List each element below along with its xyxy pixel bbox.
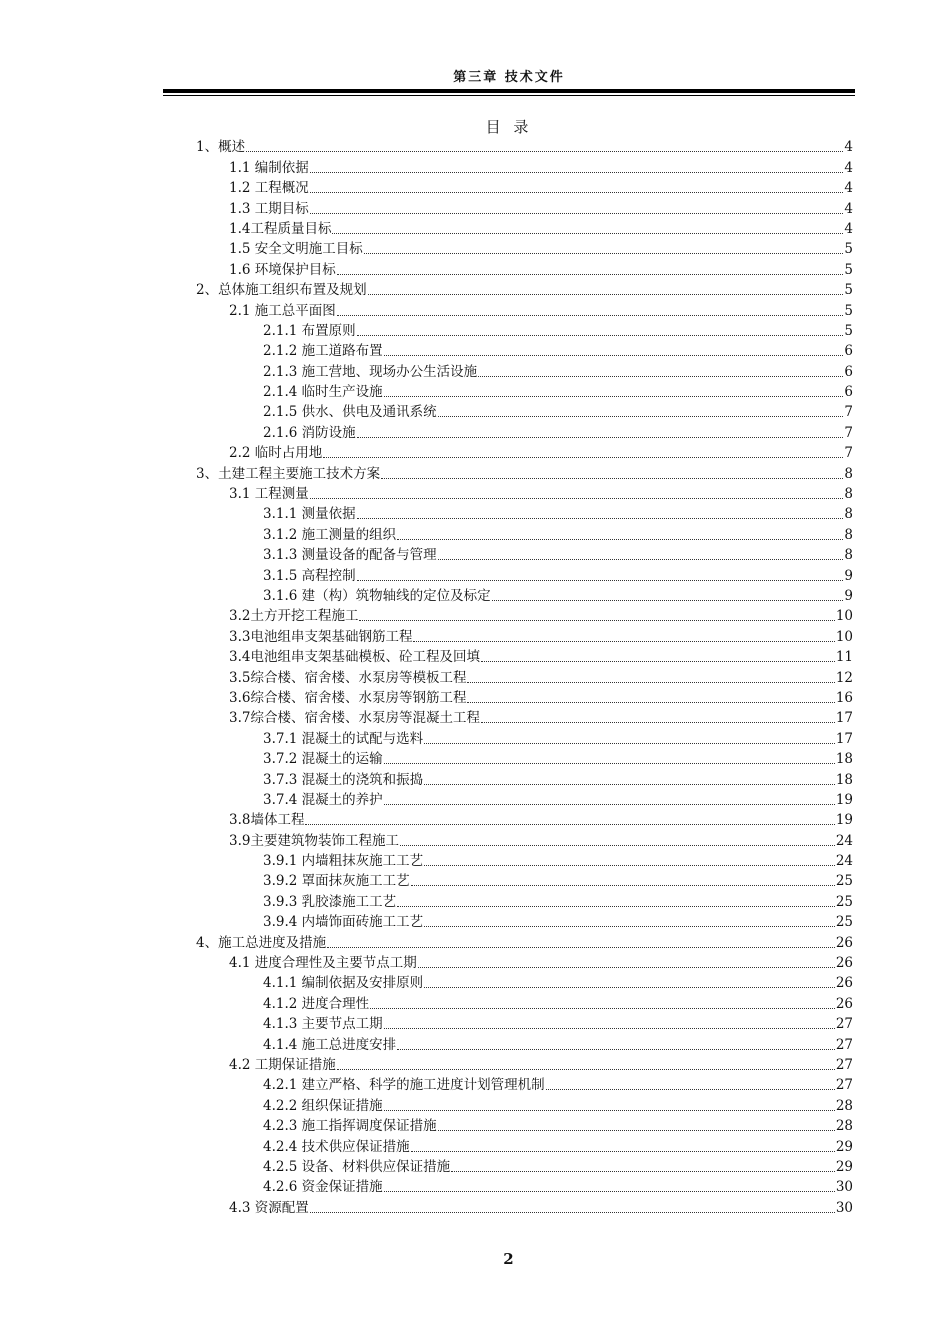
header-rule-thin	[163, 95, 855, 96]
toc-dot-leader	[438, 559, 844, 560]
toc-entry-label: 3.2土方开挖工程施工	[229, 608, 359, 625]
toc-dot-leader	[384, 1110, 835, 1111]
toc-entry-page: 24	[835, 832, 853, 849]
toc-entry[interactable]	[196, 401, 853, 421]
toc-title: 目 录	[485, 118, 533, 136]
toc-entry-label: 1.6 环境保护目标	[229, 261, 336, 278]
toc-entry-label: 3.9.4 内墙饰面砖施工工艺	[263, 914, 424, 931]
header-rule-thick	[163, 89, 855, 93]
toc-entry[interactable]	[196, 972, 853, 992]
toc-dot-leader	[413, 641, 834, 642]
toc-entry[interactable]	[196, 258, 853, 278]
toc-entry-page: 19	[835, 791, 853, 808]
toc-entry-page: 17	[835, 710, 853, 727]
toc-entry-page: 30	[835, 1179, 853, 1196]
toc-entry[interactable]	[196, 279, 853, 299]
toc-dot-leader	[546, 1089, 835, 1090]
toc-entry-page: 18	[835, 771, 853, 788]
toc-dot-leader	[337, 1069, 835, 1070]
toc-entry[interactable]	[196, 992, 853, 1012]
toc-entry[interactable]	[196, 1176, 853, 1196]
toc-entry-page: 29	[835, 1158, 853, 1175]
toc-entry-page: 26	[835, 934, 853, 951]
toc-entry[interactable]	[196, 789, 853, 809]
toc-entry[interactable]	[196, 931, 853, 951]
toc-dot-leader	[384, 355, 844, 356]
toc-entry[interactable]	[196, 136, 853, 156]
toc-entry-label: 3.1.5 高程控制	[263, 567, 356, 584]
toc-dot-leader	[310, 172, 844, 173]
toc-entry-page: 27	[835, 1077, 853, 1094]
toc-entry-label: 4.1.2 进度合理性	[263, 995, 370, 1012]
toc-entry-page: 7	[844, 445, 853, 462]
toc-entry[interactable]	[196, 340, 853, 360]
toc-entry[interactable]	[196, 1074, 853, 1094]
toc-entry[interactable]	[196, 421, 853, 441]
toc-entry-page: 5	[844, 302, 853, 319]
toc-entry-page: 6	[844, 343, 853, 360]
toc-entry[interactable]	[196, 850, 853, 870]
toc-entry[interactable]	[196, 748, 853, 768]
toc-entry-label: 1.2 工程概况	[229, 180, 309, 197]
toc-dot-leader	[451, 1171, 835, 1172]
toc-dot-leader	[492, 600, 844, 601]
toc-entry[interactable]	[196, 503, 853, 523]
toc-entry[interactable]	[196, 1135, 853, 1155]
toc-entry-page: 29	[835, 1138, 853, 1155]
toc-entry-page: 6	[844, 384, 853, 401]
toc-entry[interactable]	[196, 870, 853, 890]
toc-entry[interactable]	[196, 605, 853, 625]
toc-dot-leader	[310, 192, 844, 193]
toc-dot-leader	[397, 539, 843, 540]
toc-entry-label: 1.5 安全文明施工目标	[229, 241, 363, 258]
toc-entry[interactable]	[196, 299, 853, 319]
toc-entry-label: 4.1.4 施工总进度安排	[263, 1036, 397, 1053]
toc-dot-leader	[364, 253, 844, 254]
toc-dot-leader	[246, 151, 843, 152]
toc-entry-page: 4	[844, 220, 853, 237]
toc-entry[interactable]	[196, 707, 853, 727]
toc-entry[interactable]	[196, 197, 853, 217]
toc-entry-page: 4	[844, 159, 853, 176]
toc-entry-page: 5	[844, 241, 853, 258]
toc-entry[interactable]	[196, 218, 853, 238]
toc-entry-page: 8	[844, 465, 853, 482]
toc-entry-page: 5	[844, 261, 853, 278]
toc-entry-page: 8	[844, 506, 853, 523]
toc-entry[interactable]	[196, 666, 853, 686]
toc-entry-page: 28	[835, 1097, 853, 1114]
toc-entry-label: 2.1.2 施工道路布置	[263, 343, 383, 360]
toc-entry-page: 10	[835, 608, 853, 625]
toc-dot-leader	[327, 947, 835, 948]
toc-dot-leader	[481, 722, 835, 723]
toc-entry-label: 3.7.4 混凝土的养护	[263, 791, 383, 808]
toc-entry-label: 4、施工总进度及措施	[196, 934, 327, 951]
toc-dot-leader	[418, 967, 835, 968]
toc-entry-page: 28	[835, 1118, 853, 1135]
toc-dot-leader	[478, 376, 843, 377]
toc-dot-leader	[381, 478, 843, 479]
toc-entry-label: 3.1.6 建（构）筑物轴线的定位及标定	[263, 587, 491, 604]
chapter-title: 第三章 技术文件	[453, 70, 565, 85]
toc-entry-label: 4.1.1 编制依据及安排原则	[263, 975, 424, 992]
toc-dot-leader	[400, 845, 835, 846]
toc-dot-leader	[384, 1028, 835, 1029]
toc-entry[interactable]	[196, 442, 853, 462]
table-of-contents	[196, 136, 853, 1217]
toc-entry-label: 4.2.1 建立严格、科学的施工进度计划管理机制	[263, 1077, 545, 1094]
toc-entry-page: 7	[844, 424, 853, 441]
toc-entry[interactable]	[196, 544, 853, 564]
toc-entry-label: 4.1.3 主要节点工期	[263, 1016, 383, 1033]
toc-entry[interactable]	[196, 523, 853, 543]
toc-dot-leader	[424, 784, 835, 785]
toc-entry-label: 2.1.6 消防设施	[263, 424, 356, 441]
toc-entry-page: 5	[844, 282, 853, 299]
toc-dot-leader	[411, 1151, 835, 1152]
toc-entry[interactable]	[196, 360, 853, 380]
toc-dot-leader	[310, 498, 844, 499]
toc-entry[interactable]	[196, 585, 853, 605]
toc-dot-leader	[438, 1130, 835, 1131]
toc-dot-leader	[424, 987, 835, 988]
toc-entry[interactable]	[196, 727, 853, 747]
toc-entry[interactable]	[196, 1196, 853, 1216]
toc-dot-leader	[424, 926, 835, 927]
toc-dot-leader	[357, 437, 844, 438]
toc-entry-label: 3.1.3 测量设备的配备与管理	[263, 547, 437, 564]
toc-entry-page: 6	[844, 363, 853, 380]
toc-dot-leader	[424, 865, 835, 866]
toc-dot-leader	[370, 1008, 835, 1009]
toc-entry-label: 3.9.2 罩面抹灰施工工艺	[263, 873, 410, 890]
toc-entry-label: 2.1.4 临时生产设施	[263, 384, 383, 401]
toc-entry[interactable]	[196, 1094, 853, 1114]
toc-entry-label: 4.2.3 施工指挥调度保证措施	[263, 1118, 437, 1135]
toc-entry[interactable]	[196, 1013, 853, 1033]
toc-entry[interactable]	[196, 646, 853, 666]
toc-entry[interactable]	[196, 238, 853, 258]
toc-entry-page: 24	[835, 853, 853, 870]
toc-dot-leader	[397, 906, 835, 907]
toc-entry-label: 3.7.3 混凝土的浇筑和振捣	[263, 771, 424, 788]
toc-dot-leader	[424, 743, 835, 744]
toc-dot-leader	[357, 518, 844, 519]
toc-entry[interactable]	[196, 156, 853, 176]
toc-entry-label: 3.6综合楼、宿舍楼、水泵房等钢筋工程	[229, 689, 467, 706]
toc-entry[interactable]	[196, 625, 853, 645]
toc-dot-leader	[323, 457, 843, 458]
toc-dot-leader	[337, 274, 844, 275]
toc-entry-label: 3.1 工程测量	[229, 486, 309, 503]
toc-entry-label: 3.1.2 施工测量的组织	[263, 526, 397, 543]
toc-entry-label: 2.2 临时占用地	[229, 445, 323, 462]
toc-entry-page: 17	[835, 730, 853, 747]
toc-entry[interactable]	[196, 462, 853, 482]
toc-entry-page: 9	[844, 567, 853, 584]
toc-dot-leader	[384, 804, 835, 805]
toc-entry-label: 3.5综合楼、宿舍楼、水泵房等模板工程	[229, 669, 467, 686]
toc-dot-leader	[368, 294, 844, 295]
toc-dot-leader	[310, 1212, 835, 1213]
toc-entry-page: 27	[835, 1036, 853, 1053]
toc-entry-page: 8	[844, 526, 853, 543]
toc-entry-label: 3.4电池组串支架基础模板、砼工程及回填	[229, 649, 480, 666]
toc-entry-label: 3、土建工程主要施工技术方案	[196, 465, 381, 482]
toc-entry-label: 3.7.2 混凝土的运输	[263, 751, 383, 768]
toc-entry[interactable]	[196, 768, 853, 788]
toc-dot-leader	[305, 824, 834, 825]
toc-entry-page: 18	[835, 751, 853, 768]
toc-entry-label: 1、概述	[196, 139, 246, 156]
toc-entry-page: 30	[835, 1199, 853, 1216]
toc-entry[interactable]	[196, 1156, 853, 1176]
toc-entry-page: 26	[835, 975, 853, 992]
toc-entry[interactable]	[196, 687, 853, 707]
toc-entry[interactable]	[196, 1115, 853, 1135]
toc-entry[interactable]	[196, 320, 853, 340]
toc-entry-page: 7	[844, 404, 853, 421]
toc-dot-leader	[357, 335, 844, 336]
toc-entry-page: 11	[835, 649, 853, 666]
toc-dot-leader	[337, 315, 844, 316]
toc-entry[interactable]	[196, 1033, 853, 1053]
toc-dot-leader	[467, 682, 834, 683]
toc-entry-page: 26	[835, 995, 853, 1012]
toc-entry[interactable]	[196, 829, 853, 849]
toc-entry-label: 4.2.6 资金保证措施	[263, 1179, 383, 1196]
toc-entry-page: 25	[835, 893, 853, 910]
toc-dot-leader	[397, 1049, 835, 1050]
toc-entry-page: 16	[835, 689, 853, 706]
toc-entry-label: 2.1.1 布置原则	[263, 322, 356, 339]
toc-dot-leader	[481, 661, 835, 662]
toc-entry-page: 4	[844, 139, 853, 156]
toc-entry[interactable]	[196, 1054, 853, 1074]
toc-entry-label: 4.2.5 设备、材料供应保证措施	[263, 1158, 451, 1175]
toc-dot-leader	[332, 233, 843, 234]
toc-entry[interactable]	[196, 809, 853, 829]
toc-entry-page: 10	[835, 628, 853, 645]
toc-entry-page: 9	[844, 587, 853, 604]
toc-entry-label: 3.3电池组串支架基础钢筋工程	[229, 628, 413, 645]
toc-entry-page: 25	[835, 873, 853, 890]
toc-entry-label: 3.1.1 测量依据	[263, 506, 356, 523]
toc-entry-label: 4.2.4 技术供应保证措施	[263, 1138, 410, 1155]
toc-entry-label: 3.7综合楼、宿舍楼、水泵房等混凝土工程	[229, 710, 480, 727]
toc-entry-label: 2、总体施工组织布置及规划	[196, 282, 367, 299]
toc-entry-label: 4.2.2 组织保证措施	[263, 1097, 383, 1114]
toc-entry-label: 3.9.1 内墙粗抹灰施工工艺	[263, 853, 424, 870]
toc-entry-label: 4.2 工期保证措施	[229, 1056, 336, 1073]
toc-dot-leader	[438, 416, 844, 417]
toc-dot-leader	[310, 213, 844, 214]
toc-entry-label: 2.1 施工总平面图	[229, 302, 336, 319]
toc-dot-leader	[384, 396, 844, 397]
toc-entry-page: 19	[835, 812, 853, 829]
toc-entry-label: 2.1.3 施工营地、现场办公生活设施	[263, 363, 478, 380]
toc-entry[interactable]	[196, 952, 853, 972]
toc-entry-page: 25	[835, 914, 853, 931]
toc-entry-page: 27	[835, 1016, 853, 1033]
toc-entry-label: 1.4工程质量目标	[229, 220, 332, 237]
toc-dot-leader	[411, 885, 835, 886]
toc-entry[interactable]	[196, 483, 853, 503]
toc-entry-label: 4.3 资源配置	[229, 1199, 309, 1216]
toc-entry[interactable]	[196, 890, 853, 910]
toc-entry-label: 1.1 编制依据	[229, 159, 309, 176]
toc-entry-page: 8	[844, 547, 853, 564]
toc-entry-label: 1.3 工期目标	[229, 200, 309, 217]
toc-dot-leader	[359, 620, 834, 621]
toc-entry-page: 8	[844, 486, 853, 503]
toc-dot-leader	[384, 763, 835, 764]
toc-entry-page: 12	[835, 669, 853, 686]
toc-entry-page: 27	[835, 1056, 853, 1073]
toc-entry-page: 26	[835, 955, 853, 972]
toc-entry-label: 3.8墙体工程	[229, 812, 305, 829]
toc-entry[interactable]	[196, 911, 853, 931]
toc-dot-leader	[384, 1191, 835, 1192]
toc-entry-label: 4.1 进度合理性及主要节点工期	[229, 955, 417, 972]
toc-entry-label: 3.9主要建筑物装饰工程施工	[229, 832, 399, 849]
toc-entry-page: 4	[844, 200, 853, 217]
toc-entry-label: 3.7.1 混凝土的试配与选料	[263, 730, 424, 747]
toc-entry[interactable]	[196, 564, 853, 584]
toc-dot-leader	[467, 702, 834, 703]
toc-entry[interactable]	[196, 177, 853, 197]
page-number: 2	[503, 1250, 514, 1268]
toc-entry-page: 5	[844, 322, 853, 339]
toc-dot-leader	[357, 580, 844, 581]
toc-entry-page: 4	[844, 180, 853, 197]
toc-entry[interactable]	[196, 381, 853, 401]
toc-entry-label: 2.1.5 供水、供电及通讯系统	[263, 404, 437, 421]
toc-entry-label: 3.9.3 乳胶漆施工工艺	[263, 893, 397, 910]
